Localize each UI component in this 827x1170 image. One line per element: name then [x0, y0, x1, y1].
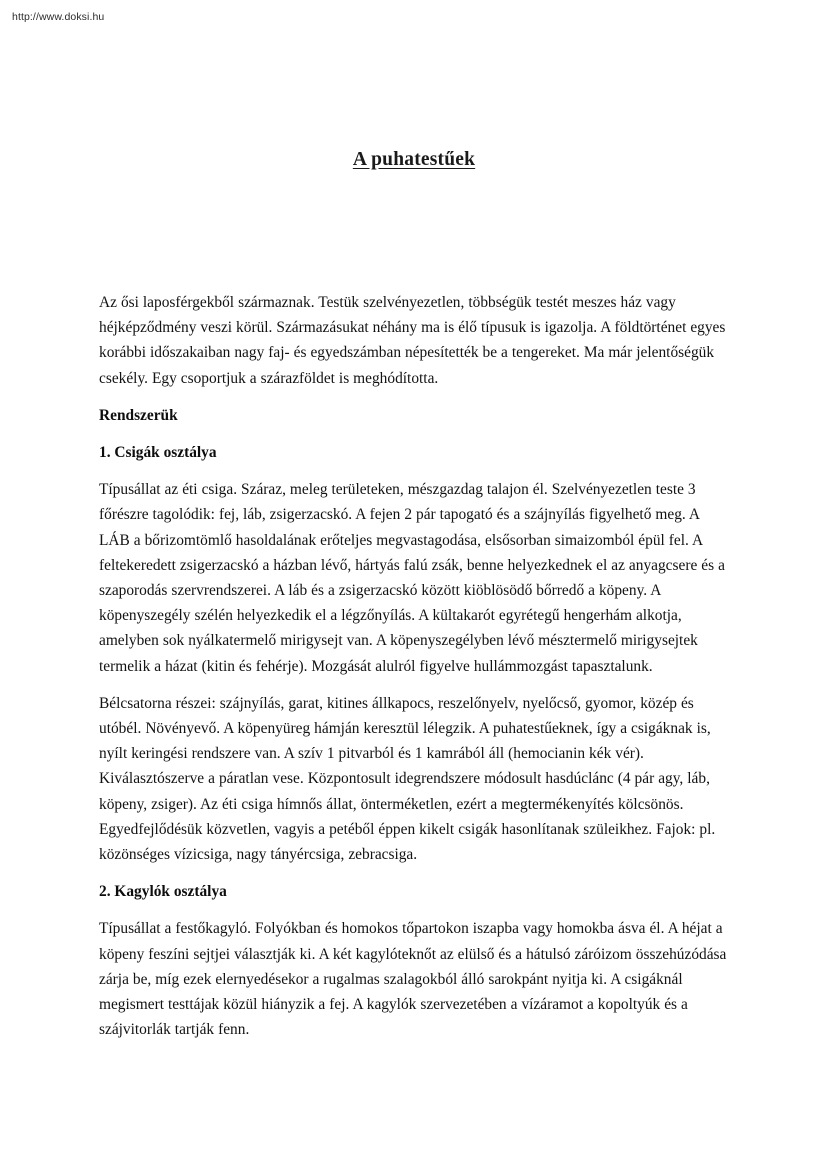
snails-morphology-paragraph: Típusállat az éti csiga. Száraz, meleg területeken, mészgazdag talajon él. Szelvényezetlen teste 3 főrészre tagolódik: fej, láb, zsigerzacskó. A fejen 2 pár tapogató és a szájnyílás figyelhető meg. A LÁB a bőrizomtömlő hasoldalának erőteljes megvastagodása, elsősorban simaizomból épül fel. A feltekeredett zsigerzacskó a házban lévő, hártyás falú zsák, benne helyezkednek el az anyagcsere és a szaporodás szervrendszerei. A láb és a zsigerzacskó között kiöblösödő bőrredő a köpeny. A köpenyszegély szélén helyezkedik el a légzőnyílás. A kültakarót egyrétegű hengerhám alkotja, amelyben sok nyálkatermelő mirigysejt van. A köpenyszegélyben lévő mésztermelő mirigysejtek termelik a házat (kitin és fehérje). Mozgását alulról figyelve hullámmozgást tapasztalunk.: [99, 481, 725, 675]
heading-csigak-osztalya: 1. Csigák osztálya: [99, 444, 217, 462]
source-site-url: http://www.doksi.hu: [12, 11, 105, 23]
page-title-text: A puhatestűek: [352, 149, 476, 170]
page-title: [99, 148, 729, 172]
snails-organs-paragraph: Bélcsatorna részei: szájnyílás, garat, kitines állkapocs, reszelőnyelv, nyelőcső, gyomor, közép és utóbél. Növényevő. A köpenyüreg hámján keresztül lélegzik. A puhatestűeknek, így a csigáknak is, nyílt keringési rendszere van. A szív 1 pitvarból és 1 kamrából áll (hemocianin kék vér). Kiválasztószerve a páratlan vese. Központosult idegrendszere módosult hasdúclánc (4 pár agy, láb, köpeny, zsiger). Az éti csiga hímnős állat, önterméketlen, ezért a megtermékenyítés kölcsönös. Egyedfejlődésük közvetlen, vagyis a petéből éppen kikelt csigák hasonlítanak szüleikhez. Fajok: pl. közönséges vízicsiga, nagy tányércsiga, zebracsiga.: [99, 694, 716, 864]
heading-kagylok-osztalya: 2. Kagylók osztálya: [99, 883, 227, 901]
document-content: [99, 290, 729, 1054]
bivalves-paragraph: Típusállat a festőkagyló. Folyókban és homokos tőpartokon iszapba vagy homokba ásva él. A héjat a köpeny feszíni sejtjei választják ki. A két kagylóteknőt az elülső és a hátulsó záróizom összehúzódása zárja be, míg ezek elernyedésekor a rugalmas szalagokból álló sarokpánt nyitja ki. A csigáknál megismert testtájak közül hiányzik a fej. A kagylók szervezetében a vízáramot a kopoltyúk és a szájvitorlák tartják fenn.: [99, 920, 727, 1039]
intro-paragraph: Az ősi laposférgekből származnak. Testük szelvényezetlen, többségük testét meszes ház vagy héjképződmény veszi körül. Származásukat néhány ma is élő típusuk is igazolja. A földtörténet egyes korábbi időszakaiban nagy faj- és egyedszámban népesítették be a tengereket. Ma már jelentőségük csekély. Egy csoportjuk a szárazföldet is meghódította.: [99, 294, 726, 387]
heading-rendszeruk: Rendszerük: [99, 406, 178, 424]
